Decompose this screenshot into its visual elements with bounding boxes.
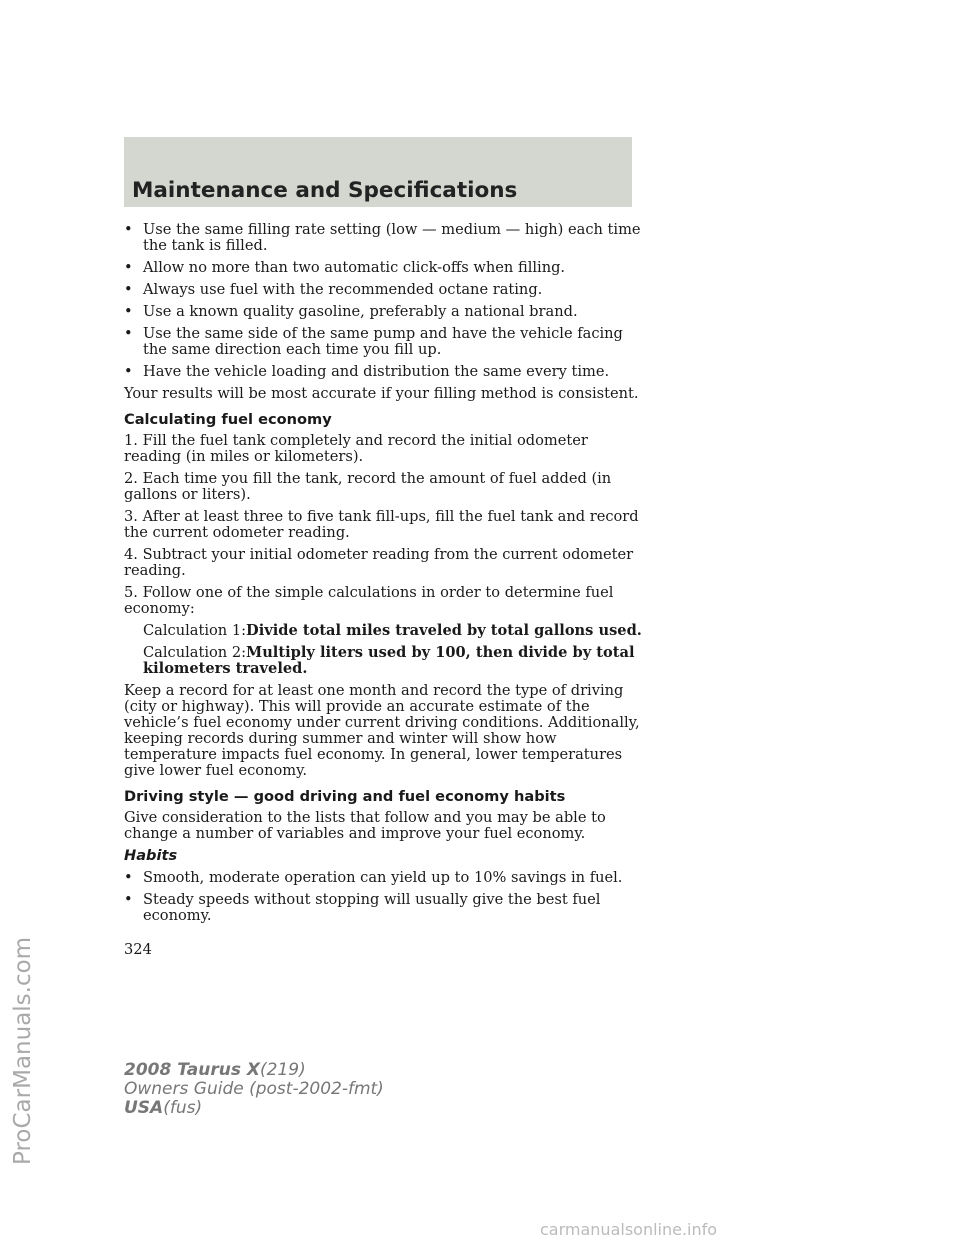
bullet-icon: • bbox=[124, 325, 133, 342]
list-item: • Use a known quality gasoline, preferably a national brand. bbox=[124, 303, 578, 320]
list-item: • Have the vehicle loading and distribution the same every time. bbox=[124, 363, 610, 380]
calc-step-4: 4. Subtract your initial odometer reading from the current odometer reading. bbox=[124, 546, 634, 579]
page-content bbox=[124, 222, 644, 930]
section-title: Maintenance and Specifications bbox=[132, 178, 518, 203]
calc-heading: Calculating fuel economy bbox=[124, 411, 332, 428]
list-item: • Smooth, moderate operation can yield up to 10% savings in fuel. bbox=[124, 869, 623, 886]
calc-step-5: 5. Follow one of the simple calculations in order to determine fuel economy: bbox=[124, 584, 614, 617]
list-item: • Steady speeds without stopping will usually give the best fuel economy. bbox=[124, 891, 601, 924]
bottom-watermark: carmanualsonline.info bbox=[540, 1220, 718, 1239]
bullet-icon: • bbox=[124, 221, 133, 238]
driving-intro: Give consideration to the lists that follow and you may be able to change a number of variables and improve your fuel economy. bbox=[124, 809, 606, 842]
calc-step-3: 3. After at least three to five tank fill-ups, fill the fuel tank and record the current odometer reading. bbox=[124, 508, 639, 541]
bullet-icon: • bbox=[124, 363, 133, 380]
calculation-2: Calculation 2:Multiply liters used by 100, then divide by total kilometers traveled. bbox=[143, 644, 635, 677]
bullet-icon: • bbox=[124, 259, 133, 276]
record-paragraph: Keep a record for at least one month and record the type of driving (city or highway). This will provide an accurate estimate of the vehicle’s fuel economy under current driving conditions. Additionally, keeping records during summer and winter will show how temperature impacts fuel economy. In general, lower temperatures give lower fuel economy. bbox=[124, 682, 640, 779]
footer-line-1: 2008 Taurus X(219) bbox=[124, 1060, 306, 1080]
footer-line-2: Owners Guide (post-2002-fmt) bbox=[124, 1079, 384, 1099]
document-footer bbox=[124, 1061, 384, 1118]
page-number: 324 bbox=[124, 941, 152, 958]
calc-step-1: 1. Fill the fuel tank completely and record the initial odometer reading (in miles or kilometers). bbox=[124, 432, 588, 465]
bullet-icon: • bbox=[124, 281, 133, 298]
side-watermark: ProCarManuals.com bbox=[10, 936, 36, 1165]
list-item: • Always use fuel with the recommended octane rating. bbox=[124, 281, 543, 298]
calculation-1: Calculation 1:Divide total miles traveled by total gallons used. bbox=[143, 622, 642, 639]
footer-line-3: USA(fus) bbox=[124, 1098, 203, 1118]
habits-heading: Habits bbox=[124, 847, 178, 864]
calc-step-2: 2. Each time you fill the tank, record the amount of fuel added (in gallons or liters). bbox=[124, 470, 612, 503]
bullet-icon: • bbox=[124, 869, 133, 886]
driving-heading: Driving style — good driving and fuel economy habits bbox=[124, 788, 566, 805]
bullet-icon: • bbox=[124, 303, 133, 320]
list-item: • Allow no more than two automatic click-offs when filling. bbox=[124, 259, 566, 276]
header-band bbox=[124, 137, 632, 207]
list-item: • Use the same filling rate setting (low — medium — high) each time the tank is filled. bbox=[124, 221, 641, 254]
list-item: • Use the same side of the same pump and have the vehicle facing the same direction each time you fill up. bbox=[124, 325, 623, 358]
results-paragraph: Your results will be most accurate if your filling method is consistent. bbox=[124, 385, 639, 402]
bullet-icon: • bbox=[124, 891, 133, 908]
